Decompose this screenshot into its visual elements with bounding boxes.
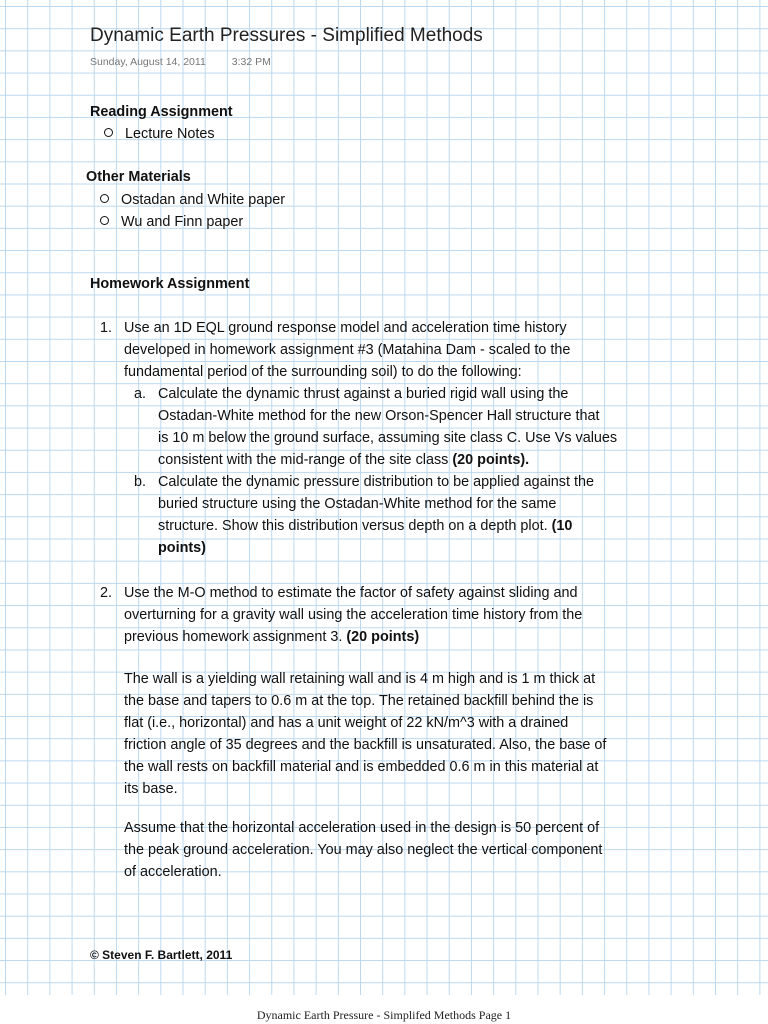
question-1b-label: b. [134,474,147,490]
note-timestamp [90,56,271,68]
question-1a-label: a. [134,386,147,402]
materials-item: Ostadan and White paper [100,189,285,211]
materials-item: Wu and Finn paper [100,211,243,233]
copyright: © Steven F. Bartlett, 2011 [90,948,233,962]
points-label: (20 points). [452,452,530,468]
points-label: (20 points) [346,629,420,645]
question-1a-text: Calculate the dynamic thrust against a buried rigid wall using the Ostadan-White method for the new Orson-Spencer Hall structure that is 10 m below the ground surface, assuming site class C. Use Vs values consistent with the mid-range of the site class (20 points). [158,386,618,468]
points-label: points) [158,540,206,556]
bullet-icon [104,128,113,137]
note-time: 3:32 PM [231,56,271,68]
materials-heading: Other Materials [86,169,191,185]
page-title: Dynamic Earth Pressures - Simplified Methods [90,25,483,46]
page-footer: Dynamic Earth Pressure - Simplifed Methods Page 1 [256,1008,512,1022]
question-2-text: Use the M-O method to estimate the factor of safety against sliding and overturning for a gravity wall using the acceleration time history from the previous homework assignment 3. (20 points) [124,585,583,645]
reading-item: Lecture Notes [104,123,215,145]
question-2-paragraph: The wall is a yielding wall retaining wall and is 4 m high and is 1 m thick at the base and tapers to 0.6 m at the top. The retained backfill behind the is flat (i.e., horizontal) and has a unit weight of 22 kN/m^3 with a drained friction angle of 35 degrees and the backfill is unsaturated. Also, the base of the wall rests on backfill material and is embedded 0.6 m in this material at its base. [124,671,607,797]
question-1-number: 1. [100,320,113,336]
reading-heading: Reading Assignment [90,104,233,120]
homework-heading: Homework Assignment [90,276,250,292]
question-1b-text: Calculate the dynamic pressure distribution to be applied against the buried structure using the Ostadan-White method for the same structure. Show this distribution versus depth on a depth plot. (10 points) [158,471,594,559]
points-label: (10 [551,518,573,534]
question-1-text: Use an 1D EQL ground response model and acceleration time history developed in homework assignment #3 (Matahina Dam - scaled to the fundamental period of the surrounding soil) to do the following: [124,320,571,380]
question-2-paragraph: Assume that the horizontal acceleration used in the design is 50 percent of the peak ground acceleration. You may also neglect the vertical component of acceleration. [124,820,603,880]
bullet-icon [100,194,109,203]
note-date: Sunday, August 14, 2011 [90,56,206,68]
bullet-icon [100,216,109,225]
question-2-number: 2. [100,585,113,601]
